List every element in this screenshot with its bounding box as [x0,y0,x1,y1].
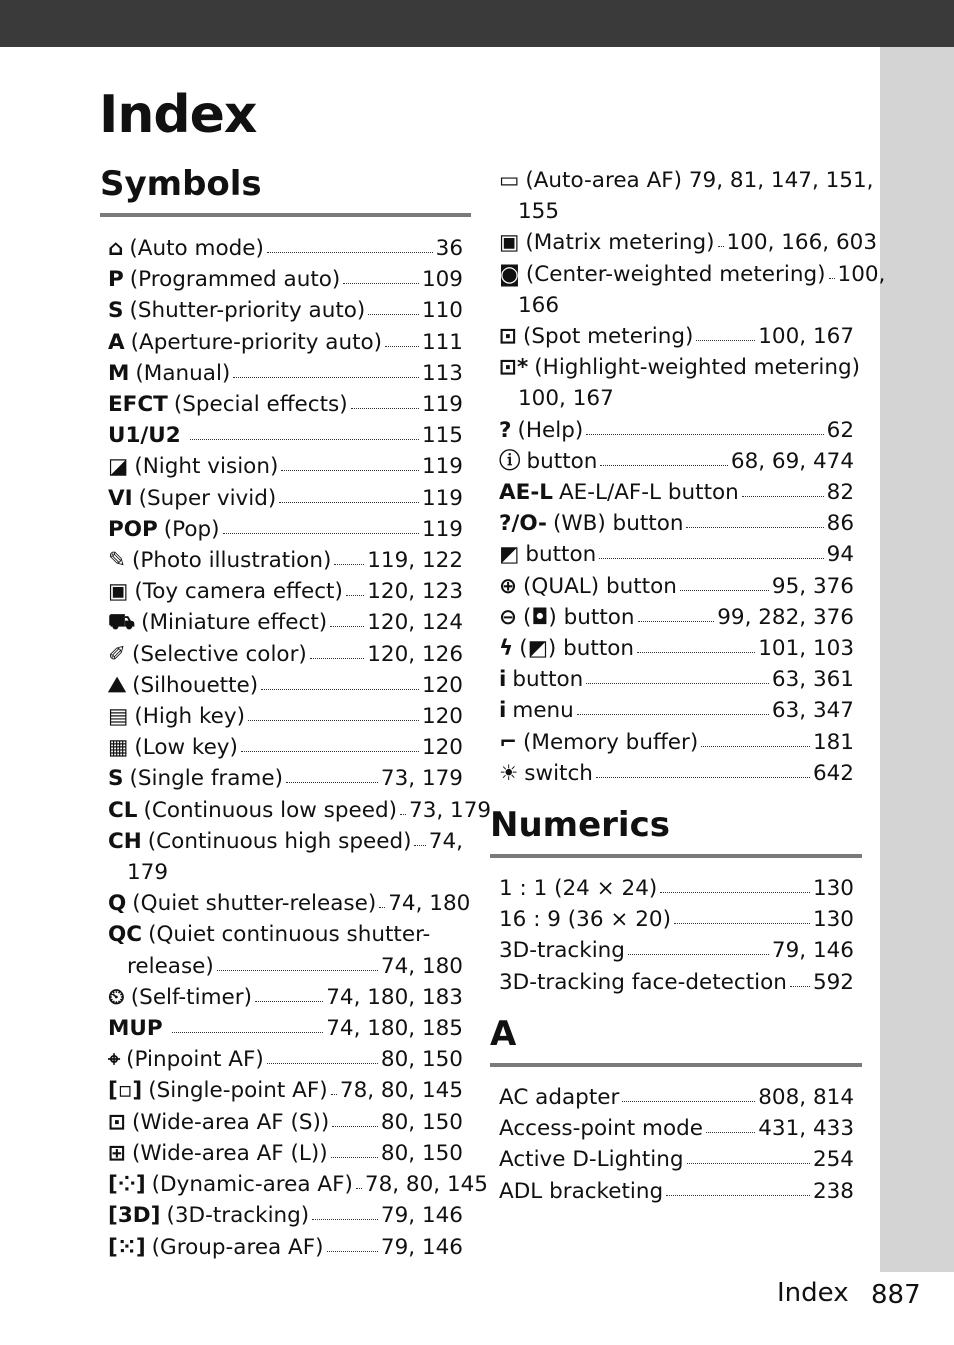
dot-leader [600,464,727,466]
dot-leader [385,345,419,347]
index-entry [108,545,463,576]
index-entry [108,264,463,295]
entry-page-refs: 74, [428,828,463,854]
index-entry [108,576,463,607]
index-entry [108,295,463,326]
entry-symbol-icon: ▭ [499,168,520,193]
entry-page-refs: 115 [421,423,463,449]
dot-leader [686,526,823,528]
dot-leader [286,781,378,783]
entry-label: (Shutter-priority auto) [129,298,366,324]
index-entry [108,358,463,389]
entry-page-refs-continued: 166 [518,292,560,318]
entry-first-line [108,826,463,857]
index-entry [499,477,854,508]
index-entry [108,483,463,514]
dot-leader [596,776,810,778]
entry-label: (Group-area AF) [151,1234,324,1260]
index-entry [499,508,854,539]
entry-page-refs-continued: 179 [127,860,169,886]
entry-page-refs: 73, 179 [380,766,463,792]
index-entry [499,1144,854,1175]
dot-leader [742,495,824,497]
index-entry [499,259,886,321]
entry-first-line [108,919,463,950]
entry-label: (Night vision) [134,454,279,480]
entry-page-refs: 78, 80, 145 [339,1078,463,1104]
entry-page-refs: 80, 150 [380,1140,463,1166]
dot-leader [599,557,823,559]
entry-symbol-icon: S [108,766,124,792]
entry-label: (Pop) [163,516,220,542]
entry-page-refs: 113 [421,360,463,386]
dot-leader [343,282,419,284]
footer-section-label: Index [777,1278,849,1308]
entry-page-refs: 74, 180, 183 [326,984,463,1010]
entry-symbol-icon: ✐ [108,641,127,667]
entry-continuation-line [108,951,463,982]
entry-page-refs: 80, 150 [380,1109,463,1135]
entry-page-refs-continued: 100, 167 [518,386,614,412]
entry-label: button [512,667,584,693]
entry-page-refs: 95, 376 [771,573,854,599]
dot-leader [248,719,419,721]
entry-label: (Pinpoint AF) [126,1047,264,1073]
index-entry [108,1107,463,1138]
entry-symbol-icon: ⌂ [108,236,124,261]
entry-page-refs: 73, 179 [409,797,492,823]
entry-symbol-icon: ⊖ [499,604,518,630]
dot-leader [190,438,419,440]
entry-label: (Quiet continuous shutter- [148,922,431,948]
dot-leader [790,985,810,987]
entry-page-refs: 100, 167 [758,324,854,350]
entry-label: 16 : 9 (36 × 20) [499,907,671,933]
dot-leader [356,1187,362,1189]
entry-symbol-icon: ▤ [108,704,129,730]
entry-symbol-icon: ⊡ [499,324,518,350]
entry-symbol-icon: ⓘ [499,448,521,474]
entry-label: (Aperture-priority auto) [130,329,383,355]
entry-label: (Photo illustration) [132,548,332,574]
entry-label: AE-L/AF-L button [558,480,739,506]
dot-leader [829,277,835,279]
index-entry [108,514,463,545]
entry-page-refs: 120 [421,735,463,761]
entry-label: (Continuous low speed) [143,797,398,823]
entry-page-refs: 99, 282, 376 [717,604,854,630]
dot-leader [279,501,419,503]
entry-page-refs: 808, 814 [758,1085,854,1110]
index-entry [499,446,854,477]
entry-page-refs: 74, 180, 185 [326,1016,463,1042]
index-entry [108,1044,463,1075]
entry-symbol-icon: ⛟ [108,610,136,636]
index-entry [108,826,463,888]
entry-symbol-icon: Q [108,891,127,917]
index-entry [499,633,854,664]
dot-leader [586,433,823,435]
entry-page-refs: 119 [421,392,463,418]
dot-leader [586,682,769,684]
entry-label: (Single-point AF) [148,1078,328,1104]
index-entry [499,165,874,227]
entry-page-refs: 130 [812,907,854,933]
dot-leader [346,594,364,596]
entry-label: (Wide-area AF (S)) [132,1109,330,1135]
entry-label: button [525,542,597,568]
entry-page-refs: 80, 150 [380,1047,463,1073]
numerics-rule [490,854,862,858]
index-entry [108,1169,488,1200]
index-entry [499,873,854,904]
entry-symbol-icon: VI [108,485,133,511]
index-entry [108,389,463,420]
index-entry [499,1176,854,1207]
entry-page-refs: 120, 124 [367,610,463,636]
entry-continuation-line [499,290,854,321]
dot-leader [414,844,425,846]
entry-label: (Help) [517,417,584,443]
numerics-heading: Numerics [490,805,670,845]
page-title: Index [99,85,257,145]
entry-symbol-icon: ⛰ [108,672,127,698]
entry-label: (Quiet shutter-release) [132,891,377,917]
dot-leader [255,1000,323,1002]
entry-label: menu [512,698,574,724]
index-entry [108,732,463,763]
entry-symbol-icon: S [108,298,124,324]
entry-label: (Center-weighted metering) [525,261,826,287]
entry-label-continued: release) [127,953,214,979]
index-entry [108,795,492,826]
entry-page-refs: 130 [812,876,854,901]
entry-page-refs: 79, 146 [380,1203,463,1229]
index-entry [499,1082,854,1113]
footer-page-number: 887 [871,1280,921,1310]
a-section-index-list [499,1082,854,1207]
entry-label: (Programmed auto) [129,267,341,293]
dot-leader [660,891,810,893]
entry-symbol-icon: ϟ [499,636,514,662]
dot-leader [172,1031,324,1033]
entry-symbol-icon: i [499,667,507,693]
entry-label: (Selective color) [132,641,307,667]
entry-first-line [499,165,874,196]
entry-page-refs-continued: 74, 180 [380,953,463,979]
index-entry [108,1232,463,1263]
entry-page-refs: 109 [421,267,463,293]
index-entry [499,1113,854,1144]
entry-symbol-icon: ◙ [499,261,520,287]
entry-label: (Special effects) [173,392,348,418]
entry-page-refs: 74, 180 [388,891,471,917]
entry-label: (Super vivid) [138,485,277,511]
dot-leader [674,922,810,924]
entry-label: 1 : 1 (24 × 24) [499,876,658,901]
entry-page-refs: 254 [812,1147,854,1173]
dot-leader [680,589,769,591]
entry-symbol-icon: QC [108,922,143,948]
index-entry [108,327,463,358]
index-entry [108,233,463,264]
dot-leader [233,376,419,378]
entry-page-refs: 79, 146 [380,1234,463,1260]
entry-page-refs: 642 [812,760,854,786]
entry-symbol-icon: ▦ [108,735,129,761]
index-entry [108,451,463,482]
top-bar [0,0,954,47]
index-entry [108,763,463,794]
index-entry [108,919,463,981]
dot-leader [400,813,406,815]
entry-label: (QUAL) button [523,573,677,599]
entry-continuation-line [499,196,854,227]
entry-symbol-icon: ▣ [108,579,129,605]
entry-symbol-icon: [⁙] [108,1234,146,1260]
entry-label: (Auto mode) [129,236,264,261]
entry-page-refs: 119 [421,454,463,480]
entry-symbol-icon: ☀ [499,760,519,786]
entry-symbol-icon: ⊕ [499,573,518,599]
index-entry [108,1013,463,1044]
index-entry [499,935,854,966]
entry-label: AC adapter [499,1085,620,1110]
entry-symbol-icon: ⌐ [499,729,518,755]
entry-symbol-icon: M [108,360,130,386]
entry-page-refs: 120 [421,704,463,730]
entry-page-refs: 119 [421,516,463,542]
entry-page-refs: 63, 347 [771,698,854,724]
dot-leader [261,688,419,690]
entry-label: (Low key) [134,735,238,761]
dot-leader [638,620,715,622]
entry-label: (High key) [134,704,245,730]
dot-leader [312,1218,378,1220]
dot-leader [351,407,419,409]
entry-page-refs: 110 [421,298,463,324]
entry-label: (◘) button [523,604,635,630]
index-entry [499,415,854,446]
entry-symbol-icon: AE-L [499,480,553,506]
symbols-continued-list [499,165,886,789]
entry-label: (Single frame) [129,766,283,792]
entry-label: 3D-tracking face-detection [499,969,787,995]
entry-symbol-icon: ⊞ [108,1140,127,1166]
entry-label: switch [524,760,593,786]
dot-leader [696,339,755,341]
dot-leader [637,651,755,653]
index-entry [108,1075,463,1106]
entry-page-refs: 101, 103 [758,636,854,662]
entry-page-refs: 120, 123 [367,579,463,605]
entry-page-refs: 120, 126 [367,641,463,667]
entry-page-refs: 238 [812,1178,854,1204]
index-entry [108,420,463,451]
entry-page-refs-continued: 155 [518,199,560,225]
entry-label: ADL bracketing [499,1178,664,1204]
entry-label: (Miniature effect) [141,610,328,636]
dot-leader [622,1100,755,1102]
index-entry [108,888,471,919]
entry-continuation-line [499,383,854,414]
symbols-index-list [108,233,492,1263]
index-entry [499,321,854,352]
entry-label: (◩) button [519,636,635,662]
entry-label: (Highlight-weighted metering) [534,355,860,381]
entry-label: button [526,448,598,474]
index-entry [108,982,463,1013]
dot-leader [628,953,769,955]
entry-symbol-icon: POP [108,516,158,542]
dot-leader [281,469,419,471]
entry-symbol-icon: ⏲ [108,984,125,1010]
dot-leader [687,1162,810,1164]
entry-page-refs: 62 [826,417,854,443]
dot-leader [334,563,364,565]
entry-symbol-icon: ◩ [499,542,520,568]
index-entry [108,1200,463,1231]
index-entry [499,695,854,726]
dot-leader [327,1250,378,1252]
entry-symbol-icon: ▣ [499,230,520,256]
entry-page-refs: 592 [812,969,854,995]
entry-page-refs: 86 [826,511,854,537]
entry-page-refs: 119, 122 [367,548,463,574]
entry-page-refs: 120 [421,672,463,698]
entry-symbol-icon: ? [499,417,512,443]
side-thumb-tab [880,47,954,1272]
entry-symbol-icon: MUP [108,1016,163,1042]
entry-symbol-icon: i [499,698,507,724]
a-section-rule [490,1063,862,1067]
entry-label: (Dynamic-area AF) [151,1172,353,1198]
index-entry [499,967,854,998]
dot-leader [706,1131,755,1133]
entry-label: (Continuous high speed) [147,828,412,854]
dot-leader [666,1194,810,1196]
entry-page-refs: 79, 146 [771,938,854,964]
entry-page-refs: 111 [421,329,463,355]
entry-label: (Self-timer) [130,984,252,1010]
entry-page-refs: 63, 361 [771,667,854,693]
entry-page-refs: 82 [826,480,854,506]
entry-label: (Auto-area AF) 79, 81, 147, 151, [525,168,874,193]
dot-leader [368,313,419,315]
index-entry [499,904,854,935]
entry-label: (WB) button [552,511,684,537]
numerics-index-list [499,873,854,998]
entry-page-refs: 431, 433 [758,1116,854,1142]
index-entry [108,670,463,701]
entry-symbol-icon: CL [108,797,138,823]
entry-symbol-icon: ⌖ [108,1047,121,1073]
entry-page-refs: 68, 69, 474 [730,448,854,474]
entry-label: (Silhouette) [132,672,259,698]
entry-label: Active D-Lighting [499,1147,684,1173]
entry-page-refs: 100, [837,261,886,287]
entry-label: (Memory buffer) [523,729,699,755]
entry-symbol-icon: ◪ [108,454,129,480]
entry-page-refs: 36 [435,236,463,261]
dot-leader [241,750,419,752]
entry-symbol-icon: [▫] [108,1078,143,1104]
entry-label: Access-point mode [499,1116,703,1142]
dot-leader [331,1093,337,1095]
entry-symbol-icon: EFCT [108,392,168,418]
dot-leader [379,906,385,908]
entry-page-refs: 119 [421,485,463,511]
entry-first-line [499,259,886,290]
index-entry [108,701,463,732]
entry-symbol-icon: U1/U2 [108,423,181,449]
dot-leader [577,713,769,715]
index-entry [499,727,854,758]
symbols-rule [100,213,471,217]
entry-page-refs: 181 [812,729,854,755]
entry-symbol-icon: P [108,267,124,293]
index-entry [499,602,854,633]
entry-label: (Matrix metering) [525,230,715,256]
entry-page-refs: 100, 166, 603 [726,230,877,256]
index-entry [499,664,854,695]
index-entry [499,758,854,789]
index-entry [108,639,463,670]
entry-label: (Wide-area AF (L)) [132,1140,328,1166]
dot-leader [701,745,810,747]
symbols-heading: Symbols [100,164,262,204]
index-entry [108,607,463,638]
entry-symbol-icon: ⊡ [108,1109,127,1135]
dot-leader [267,251,433,253]
index-entry [499,539,854,570]
dot-leader [718,245,724,247]
index-entry [499,227,877,258]
entry-label: (3D-tracking) [166,1203,310,1229]
entry-label: (Manual) [135,360,231,386]
entry-label: (Toy camera effect) [134,579,343,605]
entry-symbol-icon: [3D] [108,1203,161,1229]
entry-symbol-icon: CH [108,828,142,854]
entry-symbol-icon: [⁘] [108,1172,146,1198]
entry-label: 3D-tracking [499,938,625,964]
entry-symbol-icon: ✎ [108,548,127,574]
dot-leader [223,532,419,534]
dot-leader [331,1156,378,1158]
entry-page-refs: 78, 80, 145 [364,1172,488,1198]
dot-leader [332,1125,378,1127]
index-entry [499,352,860,414]
a-section-heading: A [490,1014,517,1054]
dot-leader [330,625,364,627]
index-entry [499,571,854,602]
entry-symbol-icon: A [108,329,125,355]
dot-leader [217,969,378,971]
entry-symbol-icon: ⊡* [499,355,529,381]
entry-continuation-line [108,857,463,888]
dot-leader [267,1062,378,1064]
entry-page-refs: 94 [826,542,854,568]
entry-first-line [499,352,860,383]
entry-symbol-icon: ?/O- [499,511,547,537]
entry-label: (Spot metering) [523,324,694,350]
index-entry [108,1138,463,1169]
dot-leader [310,657,364,659]
